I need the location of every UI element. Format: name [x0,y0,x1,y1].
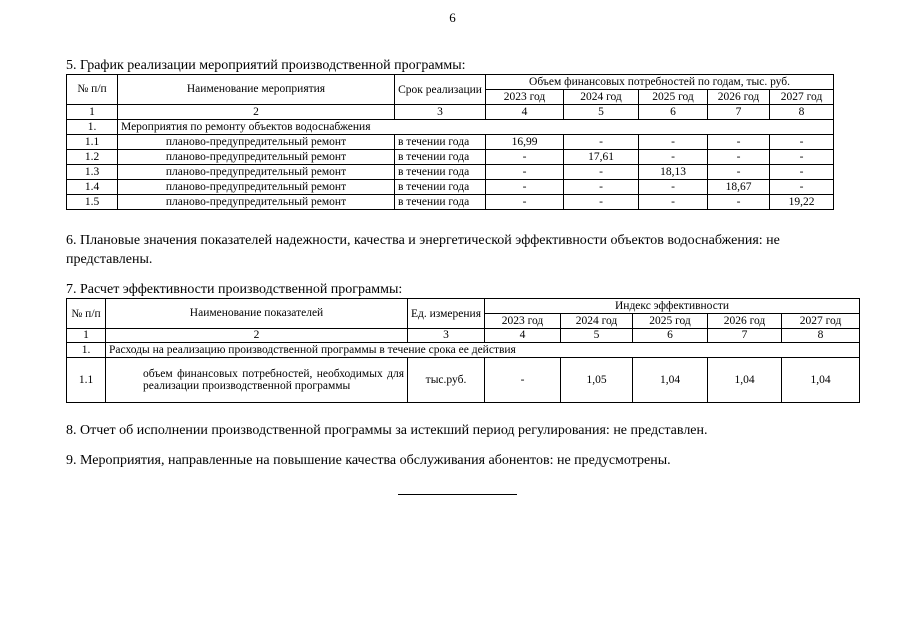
value-cell: - [486,180,564,195]
value-cell: - [564,195,639,210]
row-name: планово-предупредительный ремонт [118,135,395,150]
value-cell: 1,04 [782,358,860,403]
section8-text: 8. Отчет об исполнении производственной программы за истекший период регулирования: не представлен. [66,423,708,438]
row-unit: тыс.руб. [408,358,485,403]
value-cell: - [770,165,834,180]
column-number: 4 [486,105,564,120]
column-number: 2 [106,329,408,343]
column-number: 5 [564,105,639,120]
column-number-row [67,329,860,343]
table-header-row [67,75,834,90]
year-header: 2023 год [486,90,564,105]
col-header-unit: Ед. измерения [408,299,485,329]
value-cell: - [639,195,708,210]
row-name: планово-предупредительный ремонт [118,165,395,180]
schedule-table [66,74,834,210]
value-cell: 19,22 [770,195,834,210]
value-cell: 16,99 [486,135,564,150]
col-header-name: Наименование показателей [106,299,408,329]
group-title: Мероприятия по ремонту объектов водоснабжения [118,120,834,135]
year-header: 2025 год [633,314,708,329]
value-cell: 18,13 [639,165,708,180]
section6-text: 6. Плановые значения показателей надежности, качества и энергетической эффективности объектов водоснабжения: не представлены. [66,233,780,267]
row-num: 1.1 [67,358,106,403]
table-row [67,165,834,180]
row-name: объем финансовых потребностей, необходимых для реализации производственной программы [106,358,408,403]
column-number: 6 [633,329,708,343]
table-row [67,135,834,150]
value-cell: - [639,135,708,150]
separator-line [398,494,517,495]
col-header-finance: Объем финансовых потребностей по годам, тыс. руб. [486,75,834,90]
value-cell: - [770,135,834,150]
efficiency-table [66,298,860,403]
row-num: 1.4 [67,180,118,195]
column-number: 4 [485,329,561,343]
group-num: 1. [67,120,118,135]
group-title: Расходы на реализацию производственной программы в течение срока ее действия [106,343,860,358]
column-number: 1 [67,105,118,120]
page-number: 6 [449,10,456,25]
row-term: в течении года [395,150,486,165]
column-number: 7 [708,105,770,120]
year-header: 2024 год [561,314,633,329]
value-cell: - [708,195,770,210]
value-cell: 1,04 [633,358,708,403]
row-term: в течении года [395,180,486,195]
column-number: 3 [408,329,485,343]
year-header: 2026 год [708,314,782,329]
value-cell: - [564,135,639,150]
column-number: 8 [782,329,860,343]
column-number: 8 [770,105,834,120]
column-number: 3 [395,105,486,120]
col-header-num: № п/п [67,75,118,105]
row-term: в течении года [395,135,486,150]
value-cell: 17,61 [564,150,639,165]
table-row [67,150,834,165]
year-header: 2027 год [770,90,834,105]
column-number-row [67,105,834,120]
year-header: 2025 год [639,90,708,105]
value-cell: - [486,165,564,180]
section9-text: 9. Мероприятия, направленные на повышение качества обслуживания абонентов: не предусмотрены. [66,453,671,468]
column-number: 2 [118,105,395,120]
value-cell: - [564,165,639,180]
year-header: 2027 год [782,314,860,329]
year-header: 2023 год [485,314,561,329]
row-term: в течении года [395,195,486,210]
value-cell: - [485,358,561,403]
row-term: в течении года [395,165,486,180]
table-row [67,180,834,195]
value-cell: 1,05 [561,358,633,403]
value-cell: - [708,150,770,165]
value-cell: - [708,135,770,150]
row-num: 1.3 [67,165,118,180]
table-row [67,195,834,210]
group-num: 1. [67,343,106,358]
row-num: 1.2 [67,150,118,165]
column-number: 7 [708,329,782,343]
column-number: 5 [561,329,633,343]
table-row [67,358,860,403]
value-cell: - [486,195,564,210]
value-cell: - [770,180,834,195]
value-cell: - [564,180,639,195]
col-header-num: № п/п [67,299,106,329]
row-num: 1.1 [67,135,118,150]
value-cell: - [708,165,770,180]
column-number: 6 [639,105,708,120]
section7-heading: 7. Расчет эффективности производственной программы: [66,282,403,297]
value-cell: 1,04 [708,358,782,403]
row-num: 1.5 [67,195,118,210]
value-cell: - [639,180,708,195]
value-cell: - [770,150,834,165]
row-name: планово-предупредительный ремонт [118,150,395,165]
col-header-name: Наименование мероприятия [118,75,395,105]
value-cell: 18,67 [708,180,770,195]
group-row [67,343,860,358]
col-header-index: Индекс эффективности [485,299,860,314]
table-header-row [67,299,860,314]
group-row [67,120,834,135]
col-header-term: Срок реализации [395,75,486,105]
section5-heading: 5. График реализации мероприятий производственной программы: [66,58,466,73]
year-header: 2024 год [564,90,639,105]
row-name: планово-предупредительный ремонт [118,180,395,195]
year-header: 2026 год [708,90,770,105]
column-number: 1 [67,329,106,343]
value-cell: - [486,150,564,165]
row-name: планово-предупредительный ремонт [118,195,395,210]
value-cell: - [639,150,708,165]
